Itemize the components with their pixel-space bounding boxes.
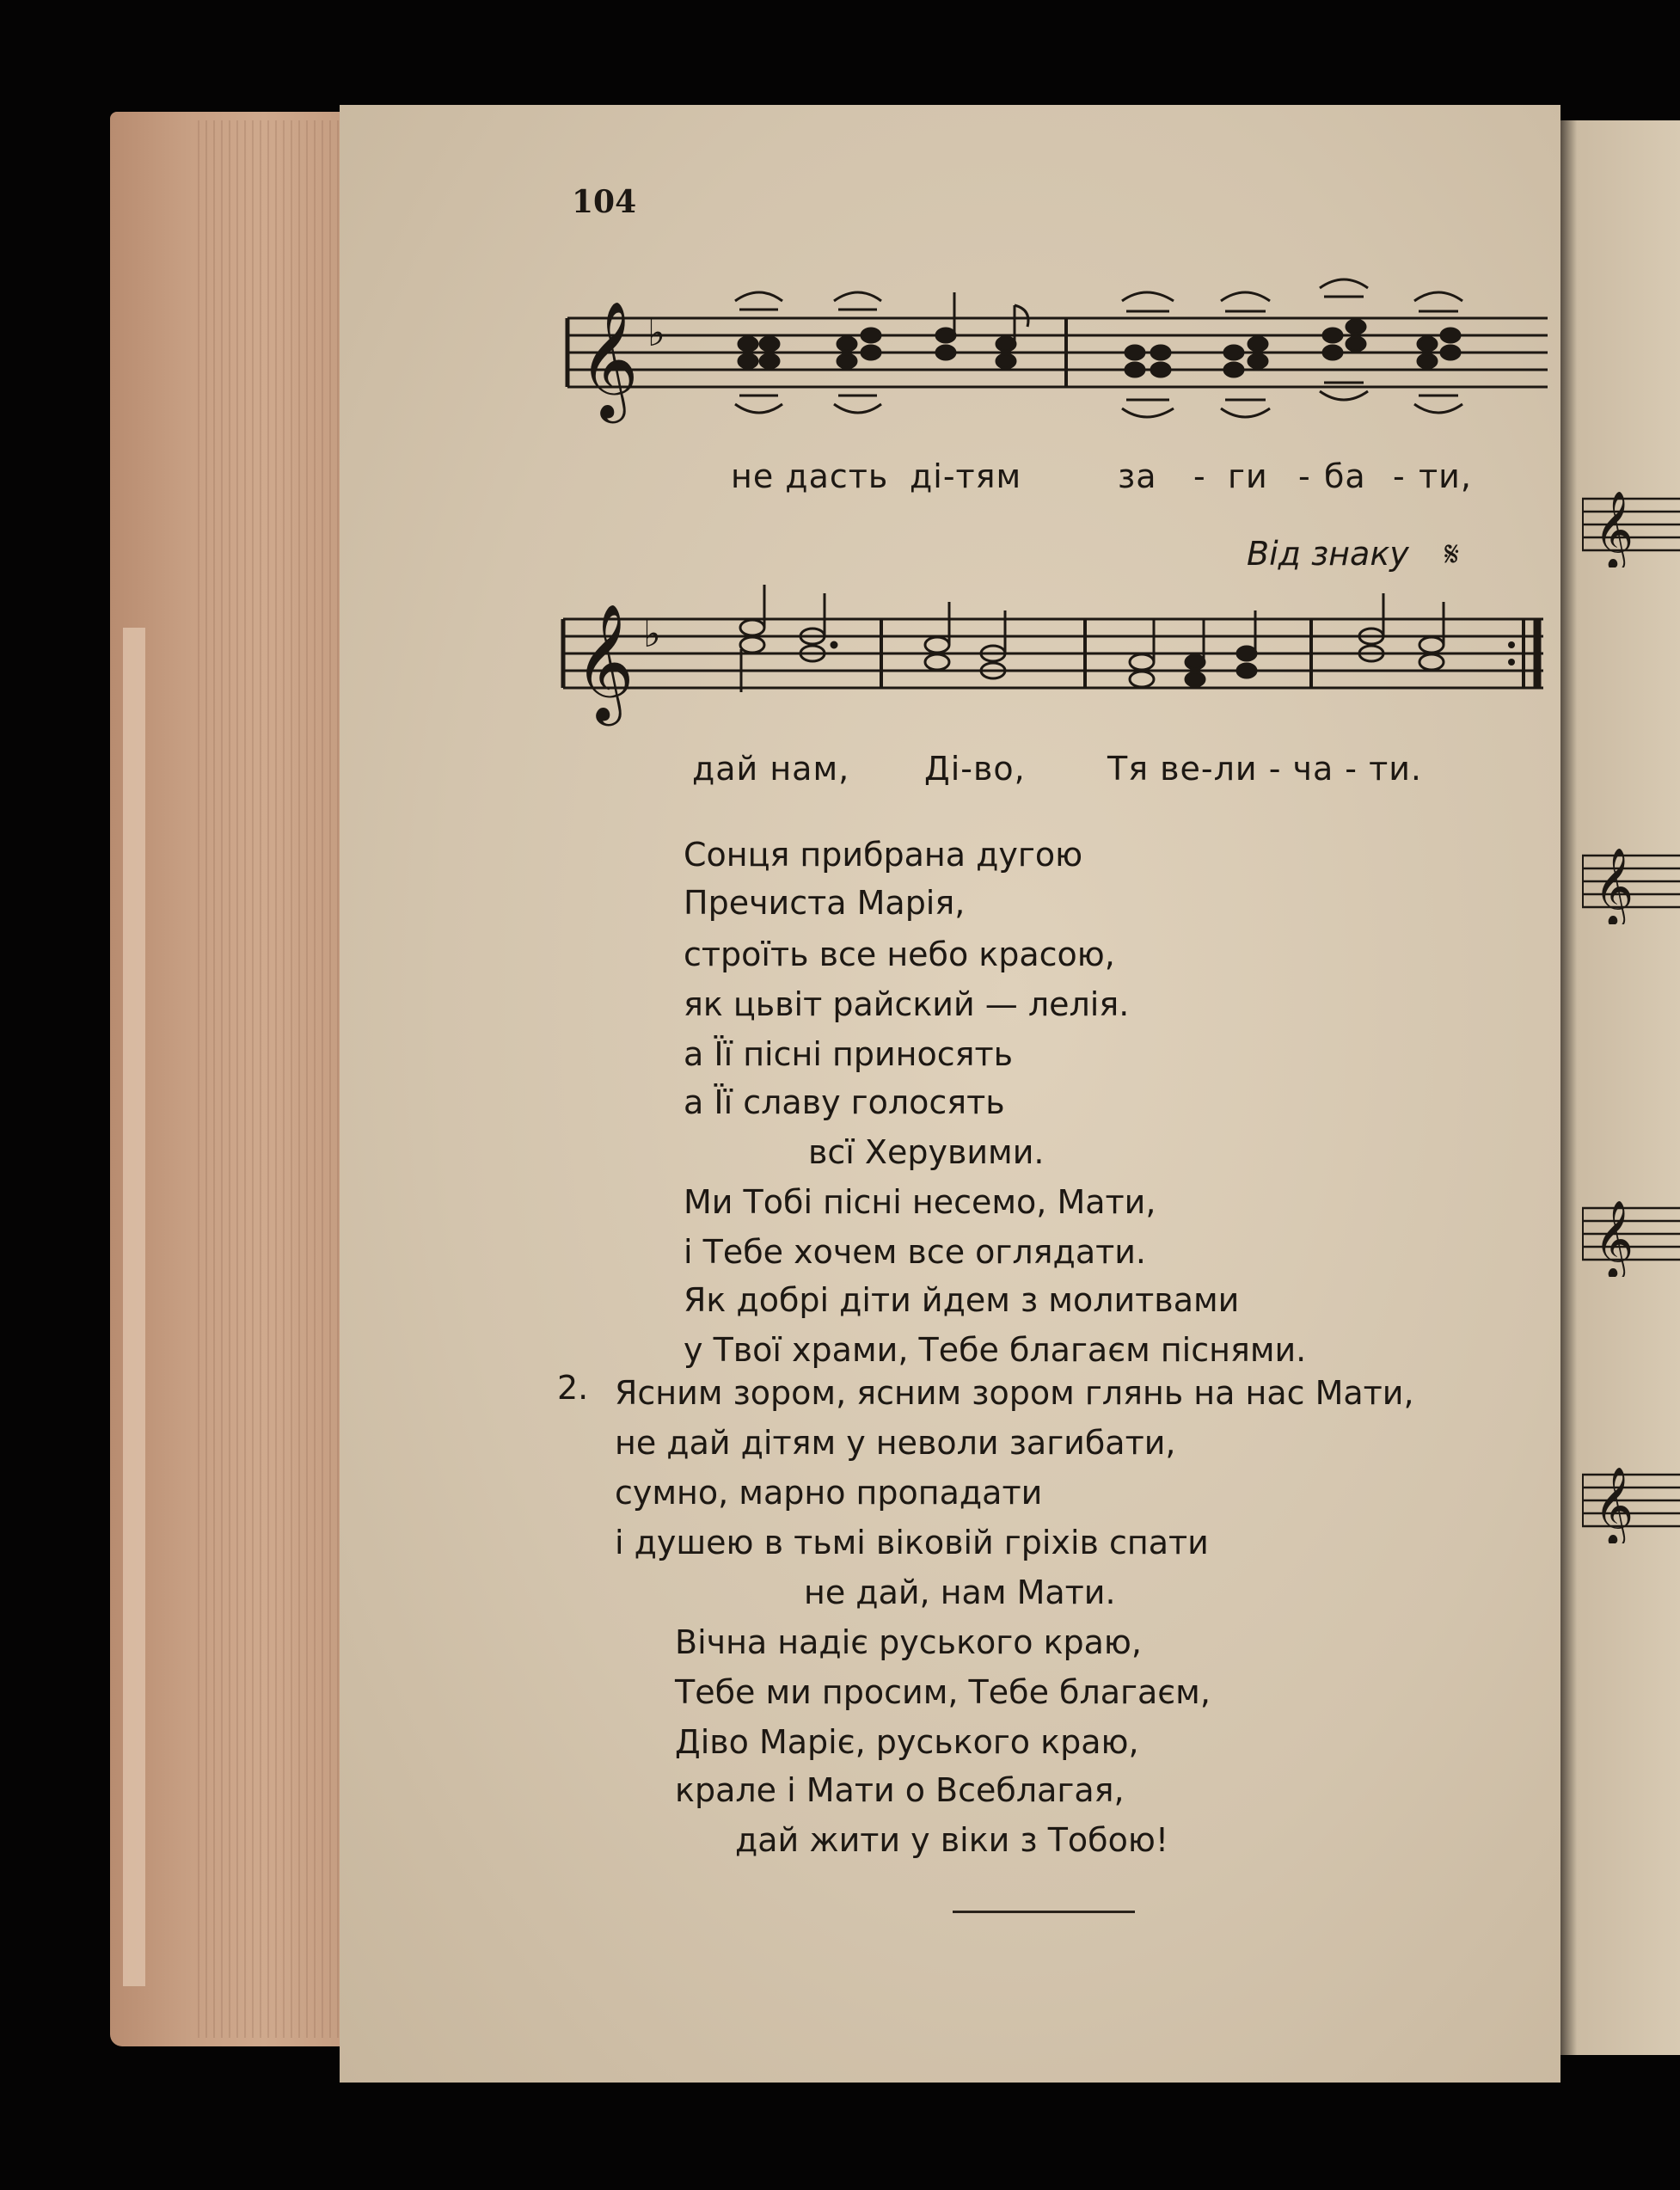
page-stack: [198, 120, 353, 2038]
music-staff-1: [563, 267, 1552, 447]
facing-page-staff-1: [1582, 482, 1680, 567]
verse-line: у Твої храми, Тебе благаєм піснями.: [684, 1331, 1307, 1369]
verse-line: як цьвіт райский — лелія.: [684, 985, 1130, 1023]
lyric-word: Ді-во,: [924, 750, 1026, 788]
verse-line: і душею в тьмі віковій гріхів спати: [615, 1524, 1209, 1561]
lyric-word: ба: [1324, 457, 1366, 495]
lyric-hyphen: -: [1193, 457, 1206, 495]
facing-page-staff-3: [1582, 1191, 1680, 1277]
facing-page: [1554, 120, 1680, 2055]
verse-line: і Тебе хочем все оглядати.: [684, 1233, 1147, 1271]
repeat-direction: Від знаку: [1247, 535, 1409, 573]
facing-page-staff-4: [1582, 1457, 1680, 1543]
lyric-word: дай нам,: [692, 750, 850, 788]
verse-line: строїть все небо красою,: [684, 936, 1115, 973]
verse-line: Діво Маріє, руського краю,: [675, 1723, 1139, 1761]
music-staff-2: [559, 576, 1552, 731]
verse-line: Сонця прибрана дугою: [684, 836, 1083, 874]
verse-line: всї Херувими.: [808, 1133, 1045, 1171]
svg-text:𝄞: 𝄞: [579, 299, 639, 418]
lyric-word: ти,: [1419, 457, 1472, 495]
verse-line: крале і Мати о Всеблагая,: [675, 1771, 1125, 1809]
lyric-hyphen: -: [1393, 457, 1406, 495]
verse-line: Ясним зором, ясним зором глянь на нас Мати,: [615, 1374, 1414, 1412]
svg-text:♭: ♭: [643, 612, 661, 656]
verse-number: 2.: [557, 1369, 589, 1407]
page-number: 104: [572, 184, 637, 220]
verse-line: сумно, марно пропадати: [615, 1474, 1043, 1512]
lyric-word: не дасть: [731, 457, 889, 495]
segno-icon: 𝄋: [1444, 535, 1460, 574]
svg-text:𝄞: 𝄞: [1594, 848, 1634, 924]
svg-text:𝄞: 𝄞: [1594, 1200, 1634, 1277]
verse-line: Ми Тобі пісні несемо, Мати,: [684, 1183, 1156, 1221]
verse-line: Вічна надіє руського краю,: [675, 1623, 1143, 1661]
svg-text:𝄞: 𝄞: [1594, 491, 1634, 567]
verse-line: дай жити у віки з Тобою!: [735, 1821, 1169, 1859]
lyric-hyphen: -: [1298, 457, 1311, 495]
lyric-word: за: [1118, 457, 1157, 495]
svg-text:𝄞: 𝄞: [1594, 1467, 1634, 1543]
svg-text:♭: ♭: [647, 311, 665, 355]
verse-line: Пречиста Марія,: [684, 884, 966, 922]
verse-line: Тебе ми просим, Тебе благаєм,: [675, 1673, 1211, 1711]
lyric-word: ді-тям: [910, 457, 1022, 495]
facing-page-staff-2: [1582, 838, 1680, 924]
lyric-word: Тя ве-ли - ча - ти.: [1107, 750, 1423, 788]
verse-line: а Її славу голосять: [684, 1083, 1005, 1121]
verse-line: а Її пісні приносять: [684, 1035, 1014, 1073]
verse-line: не дай, нам Мати.: [804, 1573, 1116, 1611]
verse-line: не дай дітям у неволи загибати,: [615, 1424, 1176, 1462]
lyric-word: ги: [1228, 457, 1268, 495]
end-rule: [953, 1911, 1135, 1913]
svg-text:𝄞: 𝄞: [574, 602, 635, 721]
verse-line: Як добрі діти йдем з молитвами: [684, 1281, 1240, 1319]
edge-highlight: [123, 628, 145, 1986]
